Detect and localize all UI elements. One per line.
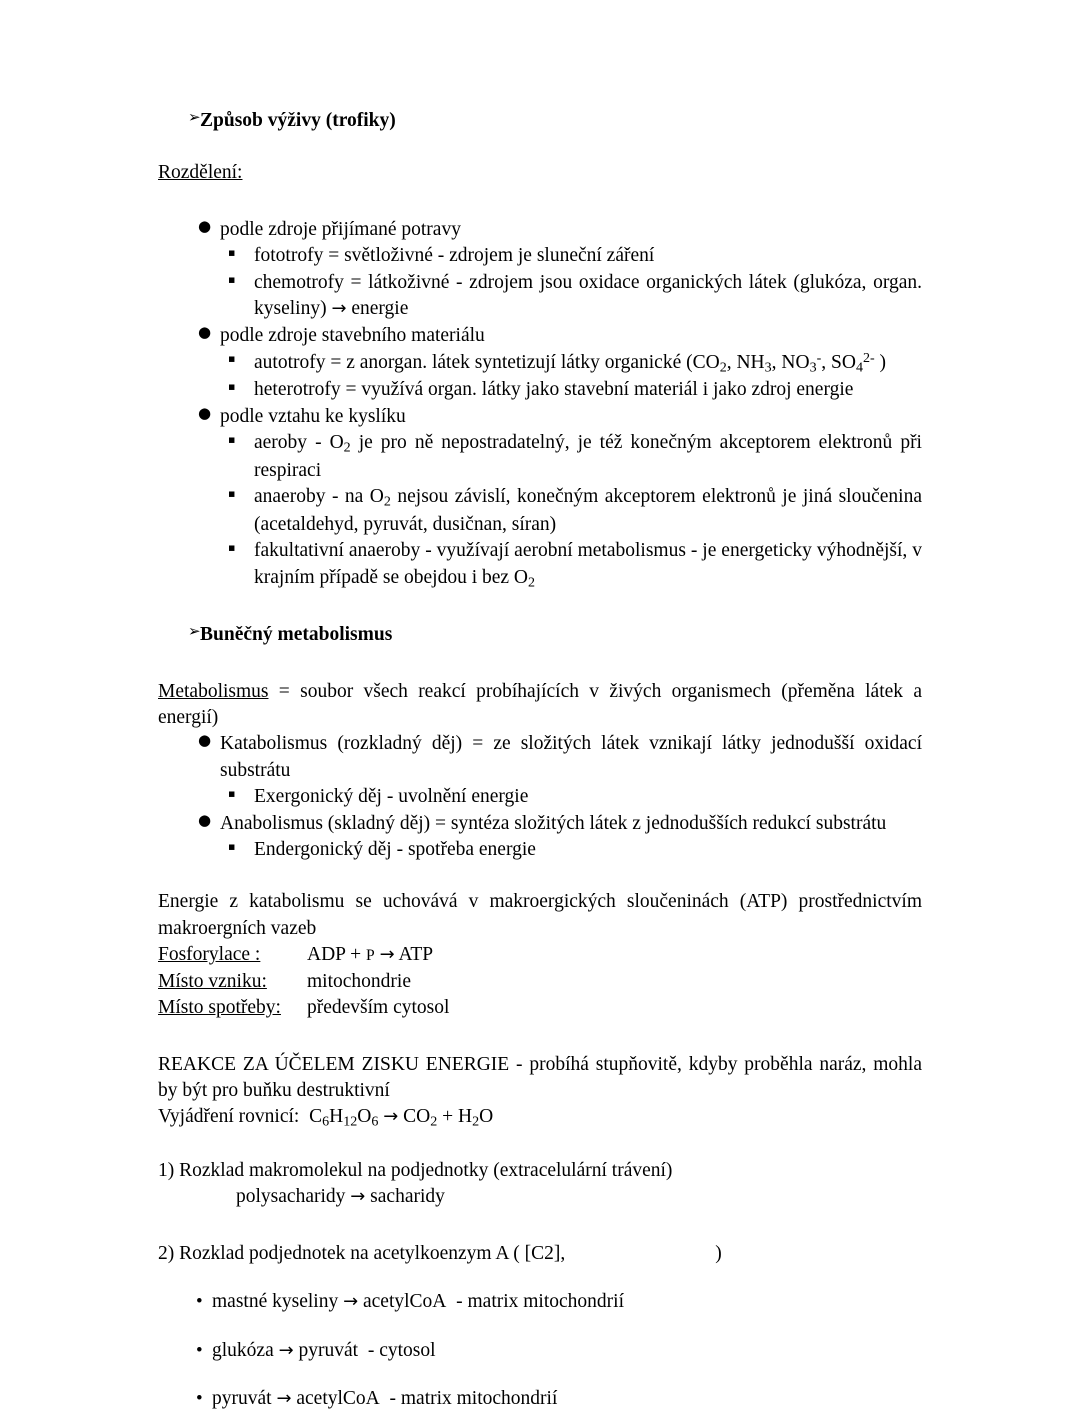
definition-row-misto-spotreby <box>158 995 922 1021</box>
arrow-bullet-icon: ➢ <box>188 622 201 641</box>
energy-paragraph: Energie z katabolismu se uchovává v makroergických sloučeninách (ATP) prostřednictvím makroergních vazeb <box>158 891 922 939</box>
list-item-label: podle zdroje přijímané potravy <box>220 218 461 240</box>
pathway-item <box>158 1338 922 1364</box>
list-item-label: autotrofy = z anorgan. látek syntetizují látky organické ($CO_2$, $NH_3$, $NO_3^-$, $SO_4^{2-}$ ) <box>254 349 887 376</box>
square-bullet-icon: ▪ <box>228 541 236 555</box>
list-item <box>158 731 922 784</box>
list-item <box>158 430 922 484</box>
step-1 <box>158 1158 922 1184</box>
definition-value: ADP + P → ATP <box>307 944 434 966</box>
step-2-close-paren: ) <box>715 1242 722 1264</box>
dot-bullet-icon: • <box>196 1291 203 1313</box>
dot-bullet-icon: • <box>196 1339 203 1361</box>
list-item <box>158 349 922 377</box>
pathway-label: glukóza → pyruvát - cytosol <box>212 1339 436 1361</box>
list-item-label: chemotrofy = látkoživné - zdrojem jsou oxidace organických látek (glukóza, organ. kyseliny) → energie <box>254 271 922 320</box>
square-bullet-icon: ▪ <box>228 351 236 365</box>
square-bullet-icon: ▪ <box>228 433 236 447</box>
metabolismus-term: Metabolismus <box>158 680 269 702</box>
disc-bullet-icon: ● <box>198 322 212 341</box>
list-item-label: fototrofy = světloživné - zdrojem je sluneční záření <box>254 245 655 267</box>
step-1-number: 1) <box>158 1159 175 1181</box>
list-item <box>158 784 922 810</box>
pathway-item <box>158 1386 922 1412</box>
list-item-label: Anabolismus (skladný děj) = syntéza složitých látek z jednodušších redukcí substrátu <box>220 812 887 834</box>
reakce-title <box>158 1052 922 1105</box>
step-2-number: 2) <box>158 1242 175 1264</box>
square-bullet-icon: ▪ <box>228 272 236 286</box>
disc-bullet-icon: ● <box>198 810 212 829</box>
list-item-label: aeroby - $O_2$ je pro ně nepostradatelný, je též konečným akceptorem elektronů při respiraci <box>254 432 922 481</box>
metabolismus-definition <box>158 679 922 732</box>
reakce-title-caps: REAKCE ZA ÚČELEM ZISKU ENERGIE <box>158 1053 510 1075</box>
definition-label: Místo vzniku: <box>158 970 267 992</box>
pathway-label: pyruvát → acetylCoA - matrix mitochondrií <box>212 1388 558 1410</box>
step-1-detail: polysacharidy → sacharidy <box>236 1186 445 1208</box>
disc-bullet-icon: ● <box>198 403 212 422</box>
step-2-text: Rozklad podjednotek na acetylkoenzym A ( [C2], <box>179 1242 566 1264</box>
pathway-label: mastné kyseliny → acetylCoA - matrix mitochondrií <box>212 1291 625 1313</box>
definition-row-fosforylace <box>158 942 922 968</box>
subheading-rozdeleni: Rozdělení: <box>158 162 243 184</box>
section-heading-trofiky <box>158 108 922 134</box>
metabolismus-definition-rest: = soubor všech reakcí probíhajících v živých organismech (přeměna látek a energií) <box>158 680 922 728</box>
list-item-label: fakultativní anaeroby - využívají aerobní metabolismus - je energeticky výhodnější, v krajním případě se obejdou i bez $O_2$ <box>254 540 922 591</box>
section-heading-trofiky-label: Způsob výživy (trofiky) <box>200 110 396 131</box>
square-bullet-icon: ▪ <box>228 787 236 801</box>
reakce-equation-line <box>158 1104 922 1132</box>
square-bullet-icon: ▪ <box>228 487 236 501</box>
list-item-label: Exergonický děj - uvolnění energie <box>254 786 529 808</box>
definition-label: Fosforylace : <box>158 944 261 966</box>
list-item-label: Endergonický děj - spotřeba energie <box>254 839 536 861</box>
list-item-label: anaeroby - na $O_2$ nejsou závislí, konečným akceptorem elektronů je jiná sloučenina (acetaldehyd, pyruvát, dusičnan, síran) <box>254 486 922 535</box>
dot-bullet-icon: • <box>196 1388 203 1410</box>
definition-row-misto-vzniku <box>158 969 922 995</box>
section-heading-metabolismus <box>158 622 922 648</box>
list-item <box>158 837 922 863</box>
pathway-item <box>158 1289 922 1315</box>
disc-bullet-icon: ● <box>198 731 212 750</box>
document-text-column <box>158 108 922 1412</box>
list-item-label: podle zdroje stavebního materiálu <box>220 324 485 346</box>
reakce-equation-label: Vyjádření rovnicí: <box>158 1106 300 1128</box>
definition-value: mitochondrie <box>307 970 411 992</box>
list-item <box>158 270 922 323</box>
list-item <box>158 811 922 837</box>
square-bullet-icon: ▪ <box>228 246 236 260</box>
disc-bullet-icon: ● <box>198 216 212 235</box>
list-item <box>158 484 922 538</box>
list-item-label: heterotrofy = využívá organ. látky jako stavební materiál i jako zdroj energie <box>254 379 854 401</box>
step-1-text: Rozklad makromolekul na podjednotky (extracelulární trávení) <box>179 1159 673 1181</box>
list-item <box>158 538 922 592</box>
list-item <box>158 217 922 243</box>
section-heading-metabolismus-label: Buněčný metabolismus <box>200 624 393 646</box>
list-item <box>158 243 922 269</box>
arrow-bullet-icon: ➢ <box>188 108 201 126</box>
list-item-label: podle vztahu ke kyslíku <box>220 405 406 427</box>
phosphate-symbol: P <box>366 947 375 965</box>
reakce-equation: $C_6H_{12}O_6 \to CO_2 + H_2O$ <box>309 1106 494 1130</box>
square-bullet-icon: ▪ <box>228 840 236 854</box>
definition-label: Místo spotřeby: <box>158 997 281 1019</box>
list-item-label: Katabolismus (rozkladný děj) = ze složitých látek vznikají látky jednodušší oxidací substrátu <box>220 733 922 781</box>
square-bullet-icon: ▪ <box>228 380 236 394</box>
definition-value: především cytosol <box>307 997 450 1019</box>
list-item <box>158 377 922 403</box>
reakce-title-rest: - probíhá stupňovitě, kdyby proběhla naráz, mohla by být pro buňku destruktivní <box>158 1053 922 1101</box>
list-item <box>158 404 922 430</box>
step-2 <box>158 1241 922 1267</box>
list-item <box>158 323 922 349</box>
